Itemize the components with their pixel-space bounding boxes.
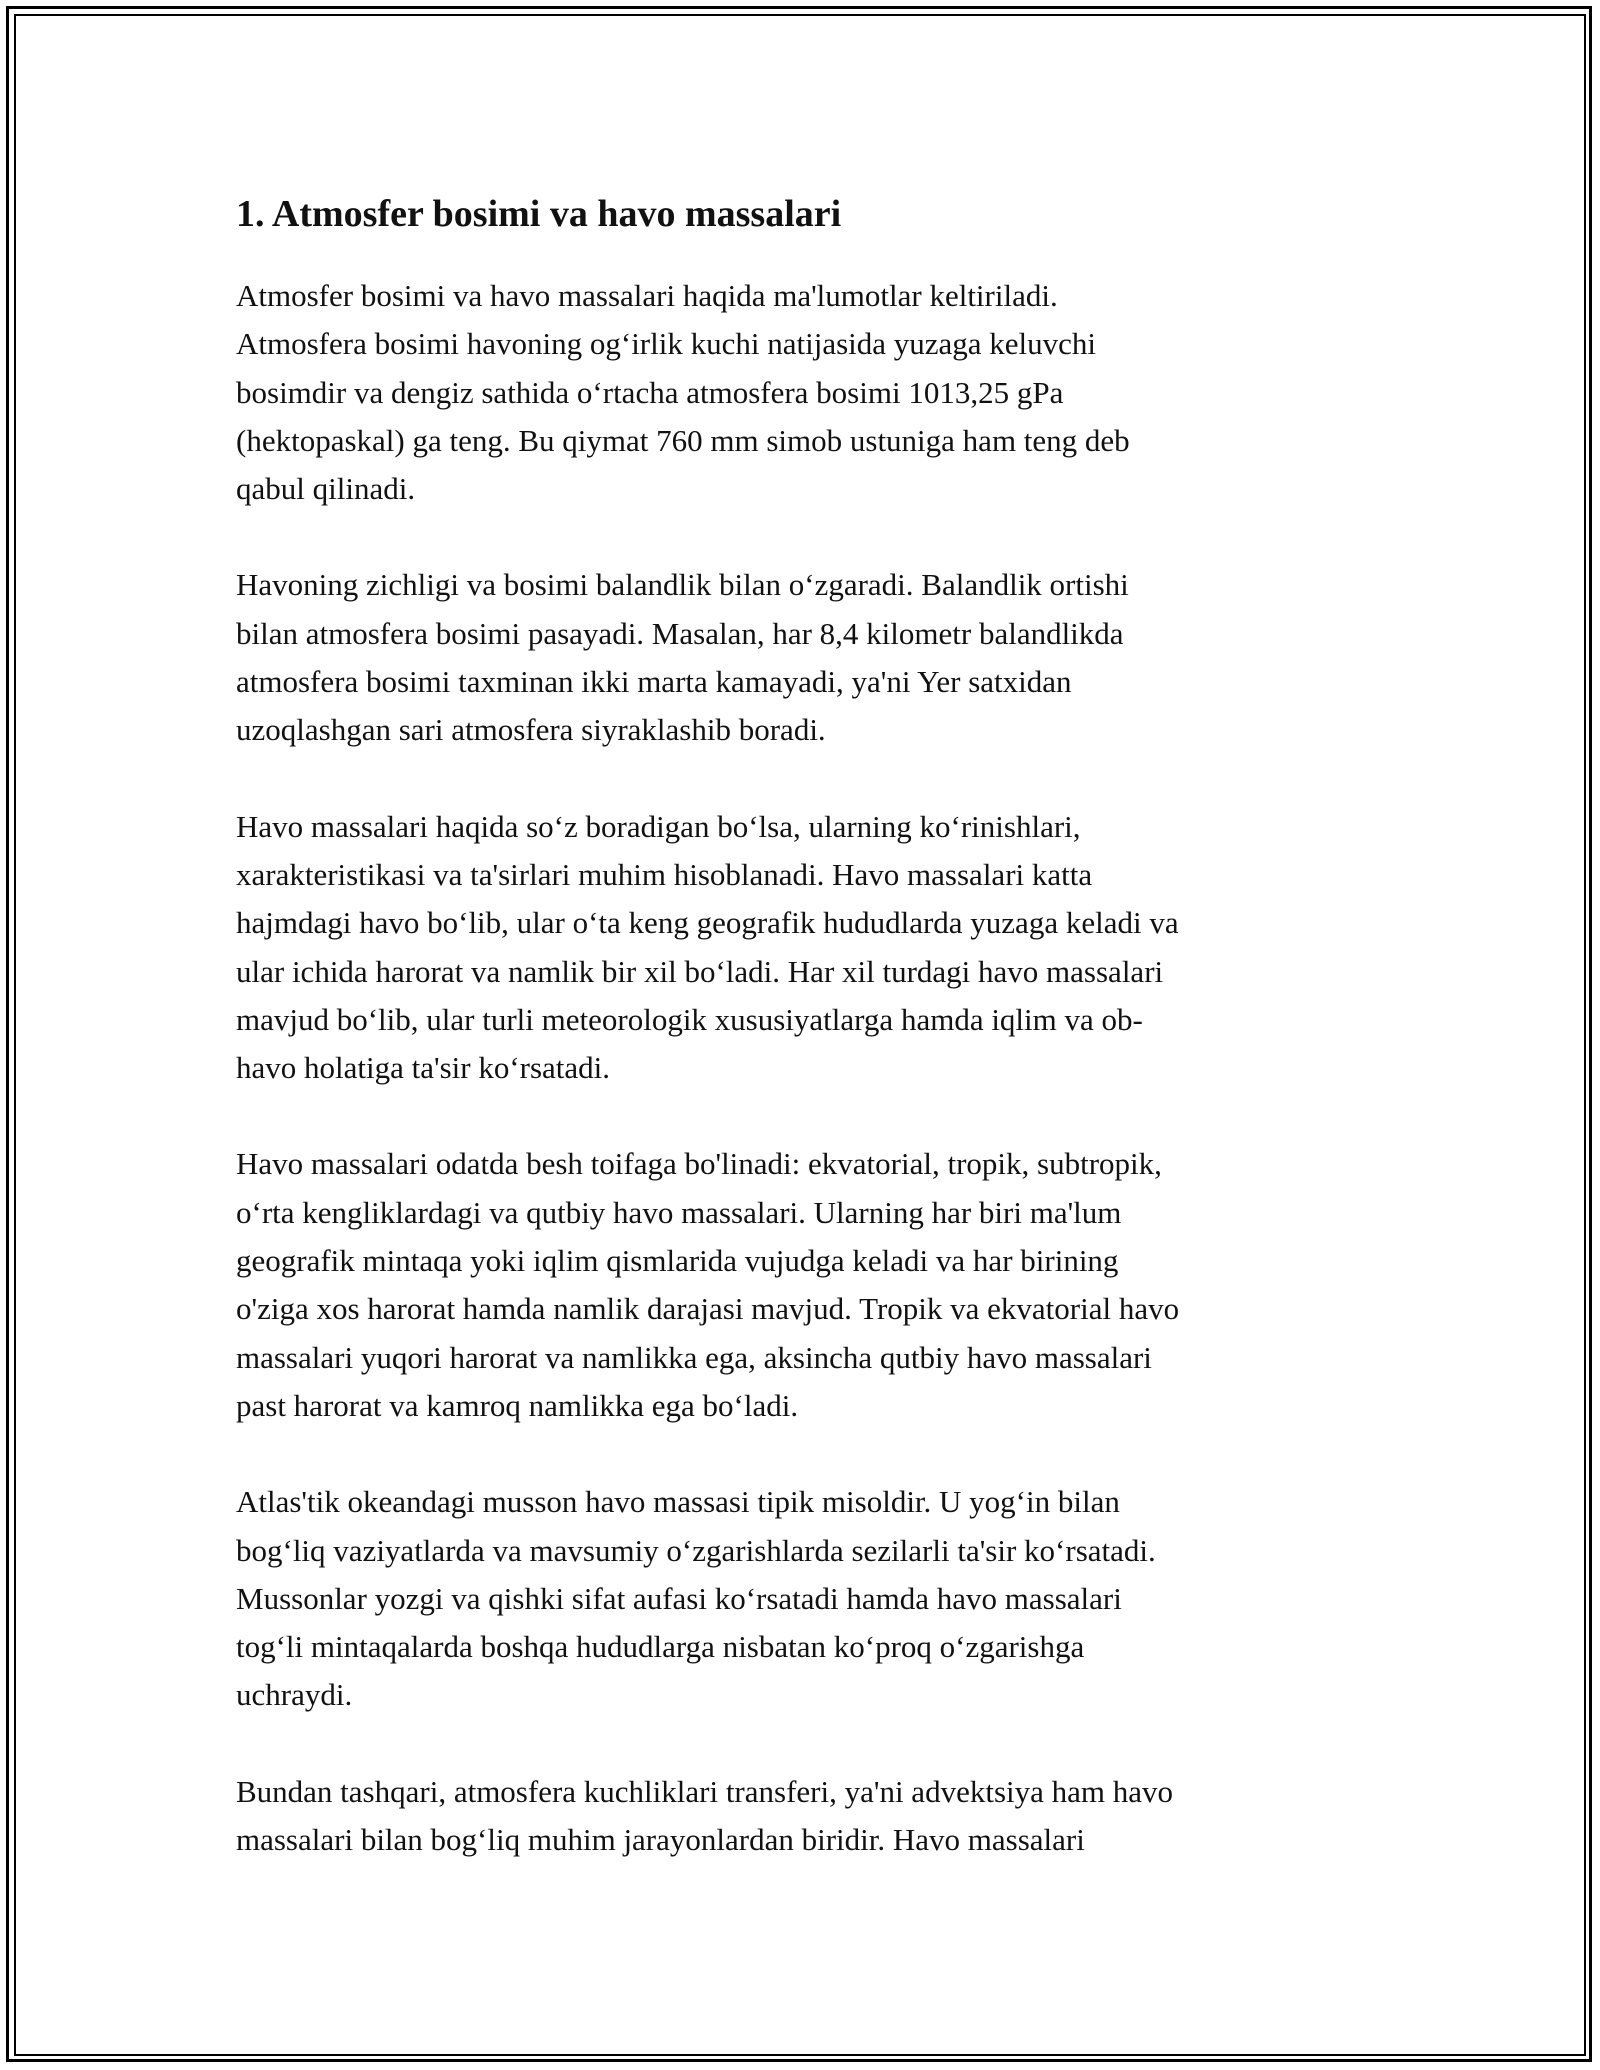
section-heading: 1. Atmosfer bosimi va havo massalari	[236, 193, 842, 235]
document-body	[236, 190, 1366, 1912]
paragraph-air-mass-types: Havo massalari odatda besh toifaga bo'linadi: ekvatorial, tropik, subtropik, o‘rta kengliklardagi va qutbiy havo massalari. Ularning har biri ma'lum geografik mintaqa yoki iqlim qismlarida vujudga keladi va har birining o'ziga xos harorat hamda namlik darajasi mavjud. Tropik va ekvatorial havo massalari yuqori harorat va namlikka ega, aksincha qutbiy havo massalari past harorat va kamroq namlikka ega bo‘ladi.	[236, 1146, 1180, 1423]
paragraph-air-masses-overview: Havo massalari haqida so‘z boradigan bo‘lsa, ularning ko‘rinishlari, xarakteristikasi va ta'sirlari muhim hisoblanadi. Havo massalari katta hajmdagi havo bo‘lib, ular o‘ta keng geografik hududlarda yuzaga keladi va ular ichida harorat va namlik bir xil bo‘ladi. Har xil turdagi havo massalari mavjud bo‘lib, ular turli meteorologik xususiyatlarga hamda iqlim va ob- havo holatiga ta'sir ko‘rsatadi.	[236, 808, 1179, 1086]
paragraph-monsoon: Atlas'tik okeandagi musson havo massasi tipik misoldir. U yog‘in bilan bog‘liq vaziyatlarda va mavsumiy o‘zgarishlarda sezilarli ta'sir ko‘rsatadi. Mussonlar yozgi va qishki sifat aufasi ko‘rsatadi hamda havo massalari tog‘li mintaqalarda boshqa hududlarga nisbatan ko‘proq o‘zgarishga uchraydi.	[236, 1484, 1156, 1713]
paragraph-altitude-pressure: Havoning zichligi va bosimi balandlik bilan o‘zgaradi. Balandlik ortishi bilan atmosfera bosimi pasayadi. Masalan, har 8,4 kilometr balandlikda atmosfera bosimi taxminan ikki marta kamayadi, ya'ni Yer satxidan uzoqlashgan sari atmosfera siyraklashib boradi.	[236, 567, 1129, 748]
paragraph-advection: Bundan tashqari, atmosfera kuchliklari transferi, ya'ni advektsiya ham havo massalari bilan bog‘liq muhim jarayonlardan biridir. Havo massalari	[236, 1773, 1174, 1858]
paragraph-atmospheric-pressure: Atmosfer bosimi va havo massalari haqida ma'lumotlar keltiriladi. Atmosfera bosimi havoning og‘irlik kuchi natijasida yuzaga keluvchi bosimdir va dengiz sathida o‘rtacha atmosfera bosimi 1013,25 gPa (hektopaskal) ga teng. Bu qiymat 760 mm simob ustuniga ham teng deb qabul qilinadi.	[236, 278, 1130, 507]
